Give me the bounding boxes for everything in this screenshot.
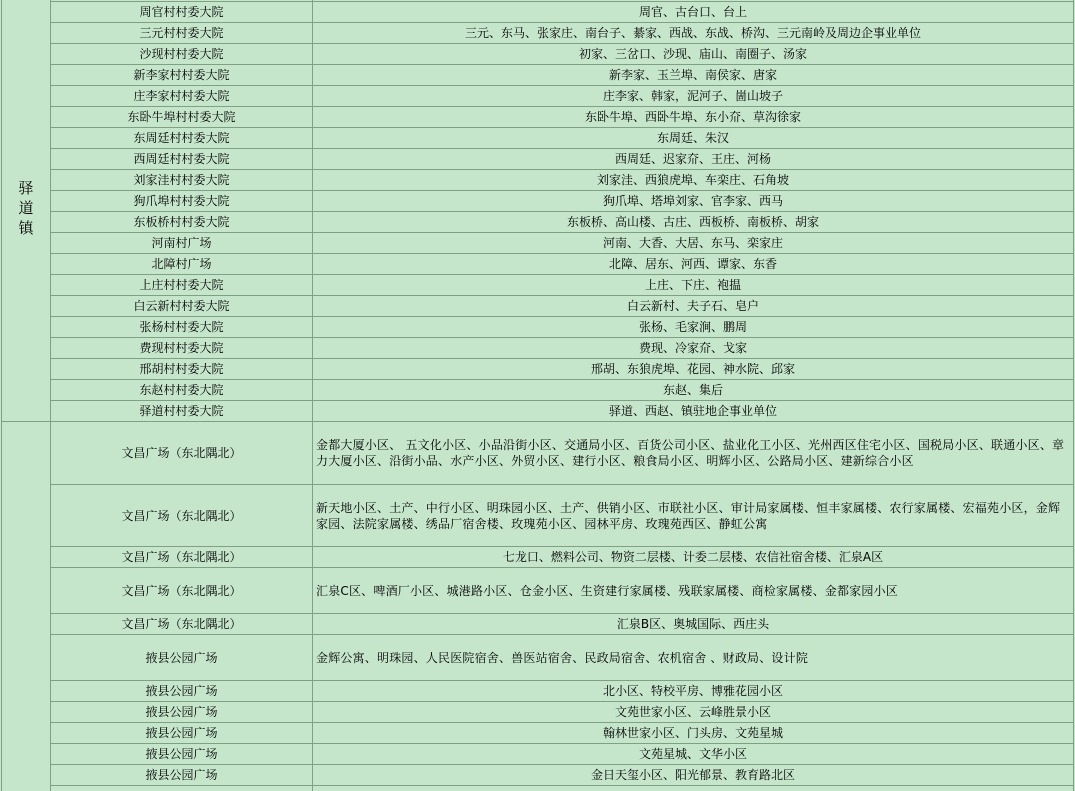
table-row xyxy=(2,275,1074,296)
area-cell: 河南、大香、大居、东马、栾家庄 xyxy=(313,233,1074,254)
table-row xyxy=(2,786,1074,791)
area-cell: 三元、东马、张家庄、南台子、綦家、西战、东战、桥沟、三元南岭及周边企事业单位 xyxy=(313,23,1074,44)
area-cell: 新天地小区、土产、中行小区、明珠园小区、土产、供销小区、市联社小区、审计局家属楼、恒丰家属楼、农行家属楼、宏福苑小区，金辉家园、法院家属楼、绣品厂宿舍楼、玫瑰苑小区、园林平房、玫瑰苑西区、静虹公寓 xyxy=(313,485,1074,547)
site-cell: 掖县公园广场 xyxy=(51,723,313,744)
site-cell: 上庄村村委大院 xyxy=(51,275,313,296)
table-row xyxy=(2,44,1074,65)
site-cell: 河南村广场 xyxy=(51,233,313,254)
area-cell: 新李家、玉兰埠、南侯家、唐家 xyxy=(313,65,1074,86)
site-cell: 邢胡村村委大院 xyxy=(51,359,313,380)
site-cell: 东板桥村村委大院 xyxy=(51,212,313,233)
area-cell: 白云新村、夫子石、皂户 xyxy=(313,296,1074,317)
table-row xyxy=(2,401,1074,422)
testing-sites-table xyxy=(1,0,1074,791)
area-cell: 文苑星城、文华小区 xyxy=(313,744,1074,765)
table-row xyxy=(2,681,1074,702)
table-row xyxy=(2,723,1074,744)
site-cell: 北障村广场 xyxy=(51,254,313,275)
area-cell: 北小区、特校平房、博雅花园小区 xyxy=(313,681,1074,702)
site-cell: 掖县公园广场 xyxy=(51,765,313,786)
area-cell: 驿道、西赵、镇驻地企事业单位 xyxy=(313,401,1074,422)
site-cell: 掖县公园广场 xyxy=(51,702,313,723)
table-row xyxy=(2,2,1074,23)
area-cell: 金都大厦小区、 五文化小区、小品沿街小区、交通局小区、百货公司小区、盐业化工小区、光州西区住宅小区、国税局小区、联通小区、章力大厦小区、沿街小品、水产小区、外贸小区、建行小区、粮食局小区、明辉小区、公路局小区、建新综合小区 xyxy=(313,422,1074,485)
table-row xyxy=(2,191,1074,212)
table-row xyxy=(2,65,1074,86)
site-cell: 掖县公园广场 xyxy=(51,744,313,765)
area-cell: 文苑世家小区、云峰胜景小区 xyxy=(313,702,1074,723)
area-cell: 东赵、集后 xyxy=(313,380,1074,401)
site-cell xyxy=(51,786,313,791)
site-cell: 沙现村村委大院 xyxy=(51,44,313,65)
area-cell: 东卧牛埠、西卧牛埠、东小夼、草沟徐家 xyxy=(313,107,1074,128)
table-row xyxy=(2,635,1074,681)
table-row xyxy=(2,254,1074,275)
table-row xyxy=(2,86,1074,107)
site-cell: 新李家村村委大院 xyxy=(51,65,313,86)
table-row xyxy=(2,547,1074,568)
area-cell: 庄李家、韩家，泥河子、崮山坡子 xyxy=(313,86,1074,107)
site-cell: 文昌广场（东北隅北） xyxy=(51,568,313,614)
site-cell: 驿道村村委大院 xyxy=(51,401,313,422)
area-cell: 北障、居东、河西、谭家、东香 xyxy=(313,254,1074,275)
table-row xyxy=(2,744,1074,765)
table-row xyxy=(2,485,1074,547)
table-row xyxy=(2,568,1074,614)
site-cell: 西周廷村村委大院 xyxy=(51,149,313,170)
area-cell: 金日天玺小区、阳光郁景、教育路北区 xyxy=(313,765,1074,786)
town-cell xyxy=(2,0,51,422)
table-body xyxy=(2,0,1074,791)
town-name: 驿道镇 xyxy=(18,178,34,237)
area-cell: 费现、冷家夼、戈家 xyxy=(313,338,1074,359)
area-cell: 周官、古台口、台上 xyxy=(313,2,1074,23)
table-row xyxy=(2,170,1074,191)
area-cell xyxy=(313,786,1074,791)
table-row xyxy=(2,107,1074,128)
site-cell: 文昌广场（东北隅北） xyxy=(51,614,313,635)
table-row xyxy=(2,614,1074,635)
site-cell: 东卧牛埠村村委大院 xyxy=(51,107,313,128)
area-cell: 刘家洼、西狼虎埠、车栾庄、石角坡 xyxy=(313,170,1074,191)
site-cell: 白云新村村委大院 xyxy=(51,296,313,317)
site-cell: 掖县公园广场 xyxy=(51,681,313,702)
area-cell: 汇泉C区、啤酒厂小区、城港路小区、仓金小区、生资建行家属楼、残联家属楼、商检家属楼、金都家园小区 xyxy=(313,568,1074,614)
table-row xyxy=(2,338,1074,359)
area-cell: 张杨、毛家涧、鹏周 xyxy=(313,317,1074,338)
site-cell: 张杨村村委大院 xyxy=(51,317,313,338)
area-cell: 金辉公寓、明珠园、人民医院宿舍、兽医站宿舍、民政局宿舍、农机宿舍 、财政局、设计院 xyxy=(313,635,1074,681)
table-row xyxy=(2,380,1074,401)
table-row xyxy=(2,149,1074,170)
area-cell: 东板桥、高山楼、古庄、西板桥、南板桥、胡家 xyxy=(313,212,1074,233)
table-row xyxy=(2,765,1074,786)
area-cell: 七龙口、燃料公司、物资二层楼、计委二层楼、农信社宿舍楼、汇泉A区 xyxy=(313,547,1074,568)
area-cell: 汇泉B区、奥城国际、西庄头 xyxy=(313,614,1074,635)
table-row xyxy=(2,359,1074,380)
table-row xyxy=(2,23,1074,44)
site-cell: 庄李家村村委大院 xyxy=(51,86,313,107)
site-cell: 文昌广场（东北隅北） xyxy=(51,485,313,547)
site-cell: 刘家洼村村委大院 xyxy=(51,170,313,191)
area-cell: 翰林世家小区、门头房、文苑星城 xyxy=(313,723,1074,744)
site-cell: 掖县公园广场 xyxy=(51,635,313,681)
site-cell: 东周廷村村委大院 xyxy=(51,128,313,149)
table-row xyxy=(2,702,1074,723)
site-cell: 三元村村委大院 xyxy=(51,23,313,44)
area-cell: 西周廷、迟家夼、王庄、河杨 xyxy=(313,149,1074,170)
site-cell: 文昌广场（东北隅北） xyxy=(51,422,313,485)
area-cell: 邢胡、东狼虎埠、花园、神水院、邱家 xyxy=(313,359,1074,380)
area-cell: 狗爪埠、塔埠刘家、官李家、西马 xyxy=(313,191,1074,212)
area-cell: 上庄、下庄、袍揾 xyxy=(313,275,1074,296)
area-cell: 初家、三岔口、沙现、庙山、南圈子、汤家 xyxy=(313,44,1074,65)
table-row xyxy=(2,422,1074,485)
site-cell: 周官村村委大院 xyxy=(51,2,313,23)
town-cell xyxy=(2,422,51,791)
table-row xyxy=(2,233,1074,254)
table-row xyxy=(2,317,1074,338)
area-cell: 东周廷、朱汉 xyxy=(313,128,1074,149)
table-row xyxy=(2,212,1074,233)
table-row xyxy=(2,128,1074,149)
site-cell: 狗爪埠村村委大院 xyxy=(51,191,313,212)
site-cell: 费现村村委大院 xyxy=(51,338,313,359)
site-cell: 文昌广场（东北隅北） xyxy=(51,547,313,568)
site-cell: 东赵村村委大院 xyxy=(51,380,313,401)
table-row xyxy=(2,296,1074,317)
